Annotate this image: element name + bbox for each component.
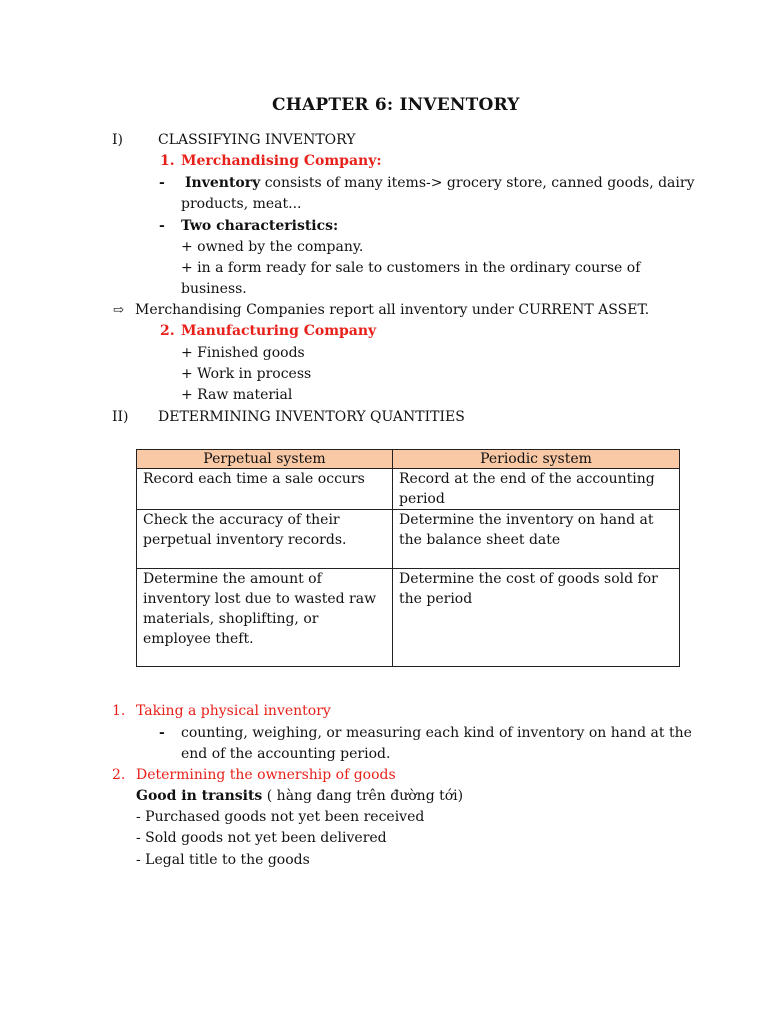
transit-case: - Sold goods not yet been delivered: [136, 830, 387, 846]
goods-in-transit-term: Good in transits: [136, 788, 263, 804]
conclusion-text: Merchandising Companies report all inventory under CURRENT ASSET.: [135, 302, 650, 318]
table-cell: Determine the inventory on hand at the balance sheet date: [393, 510, 680, 569]
physical-inventory-description-cont: end of the accounting period.: [181, 746, 391, 762]
section-1-heading: CLASSIFYING INVENTORY: [158, 132, 356, 148]
characteristic-2-cont: business.: [181, 281, 247, 297]
table-cell: Determine the cost of goods sold for the period: [393, 569, 680, 667]
inventory-description-cont: products, meat...: [181, 196, 302, 212]
bullet-dash: -: [159, 218, 165, 234]
goods-in-transit: [136, 787, 463, 805]
table-header-row: [137, 450, 680, 469]
table-cell: Determine the amount of inventory lost due to wasted raw materials, shoplifting, or employee theft.: [137, 569, 393, 667]
inventory-term: Inventory: [185, 175, 261, 191]
step-1-number: 1.: [112, 703, 126, 719]
table-cell: Record at the end of the accounting period: [393, 469, 680, 510]
section-2-heading: DETERMINING INVENTORY QUANTITIES: [158, 409, 465, 425]
transit-case: - Legal title to the goods: [136, 852, 310, 868]
item-2-number: 2.: [160, 323, 175, 339]
table-row: [137, 469, 680, 510]
step-2-number: 2.: [112, 767, 126, 783]
table-row: [137, 510, 680, 569]
characteristic-2: + in a form ready for sale to customers in the ordinary course of: [181, 260, 641, 276]
manufacturing-type: + Finished goods: [181, 345, 305, 361]
goods-in-transit-note: ( hàng đang trên đường tới): [262, 788, 464, 804]
section-2-numeral: II): [112, 409, 129, 425]
step-2-title: Determining the ownership of goods: [136, 767, 396, 783]
step-1-title: Taking a physical inventory: [136, 703, 331, 719]
manufacturing-type: + Work in process: [181, 366, 312, 382]
table-cell: Check the accuracy of their perpetual inventory records.: [137, 510, 393, 569]
inventory-definition: [185, 174, 694, 192]
inventory-description: consists of many items-> grocery store, canned goods, dairy: [260, 175, 695, 191]
manufacturing-type: + Raw material: [181, 387, 293, 403]
characteristic-1: + owned by the company.: [181, 239, 364, 255]
item-2-title: Manufacturing Company: [181, 323, 377, 339]
bullet-dash: -: [159, 725, 165, 741]
arrow-icon: ⇨: [113, 303, 124, 318]
table-header: Periodic system: [393, 450, 680, 469]
item-1-number: 1.: [160, 153, 175, 169]
transit-case: - Purchased goods not yet been received: [136, 809, 425, 825]
physical-inventory-description: counting, weighing, or measuring each kind of inventory on hand at the: [181, 725, 692, 741]
inventory-systems-table: [136, 449, 680, 667]
section-1-numeral: I): [112, 132, 123, 148]
table-header: Perpetual system: [137, 450, 393, 469]
characteristics-heading: Two characteristics:: [181, 218, 339, 234]
item-1-title: Merchandising Company:: [181, 153, 382, 169]
page-title: CHAPTER 6: INVENTORY: [272, 95, 520, 115]
bullet-dash: -: [159, 175, 165, 191]
table-row: [137, 569, 680, 667]
table-cell: Record each time a sale occurs: [137, 469, 393, 510]
